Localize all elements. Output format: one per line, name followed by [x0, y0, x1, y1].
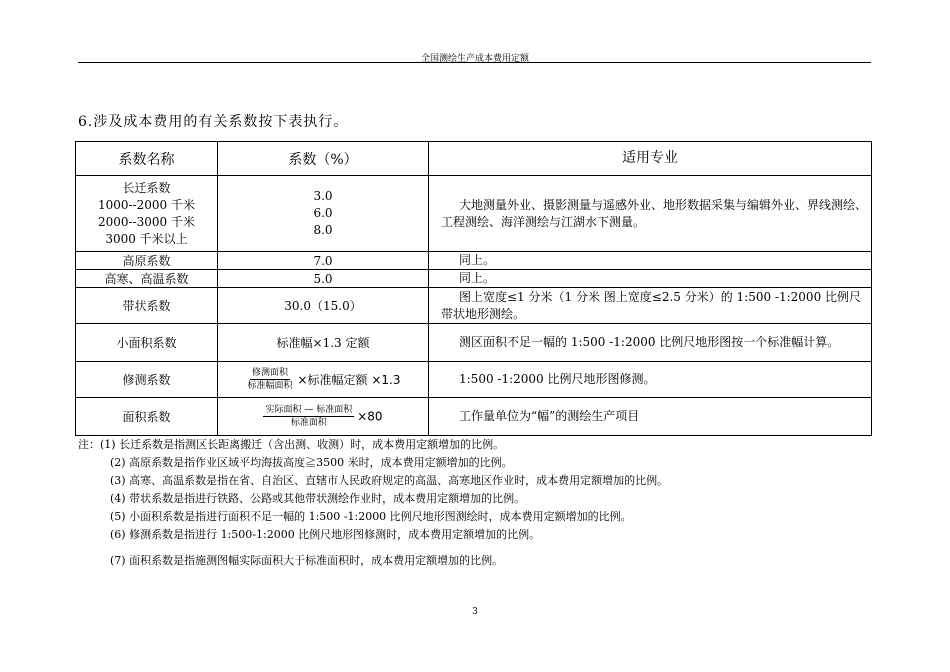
coef-formula-cell — [218, 362, 429, 398]
table-row — [76, 176, 872, 252]
coef-name-cell: 高寒、高温系数 — [76, 270, 218, 288]
table-header-row — [76, 142, 872, 176]
coefficient-table — [75, 141, 872, 436]
coef-name-cell: 带状系数 — [76, 288, 218, 324]
coef-scope-text: 大地测量外业、摄影测量与遥感外业、地形数据采集与编辑外业、界线测绘、工程测绘、海洋测绘与江湖水下测量。 — [441, 197, 868, 229]
coef-name-cell: 小面积系数 — [76, 324, 218, 362]
coef-scope-cell: 同上。 — [429, 270, 872, 288]
note-item: 注：(1) 长迁系数是指测区长距离搬迁（含出测、收测）时，成本费用定额增加的比例。 — [78, 438, 505, 451]
formula-fraction — [263, 404, 354, 429]
note-item: (5) 小面积系数是指进行面积不足一幅的 1:500 -1:2000 比例尺地形图测绘时，成本费用定额增加的比例。 — [110, 510, 632, 523]
table-row — [76, 252, 872, 270]
coef-name-line: 长迁系数 — [122, 180, 171, 195]
coef-value-cell: 5.0 — [218, 270, 429, 288]
coef-scope-text: 图上宽度≤1 分米（1 分米 图上宽度≤2.5 分米）的 1:500 -1:2000 比例尺带状地形测绘。 — [441, 289, 862, 321]
table-row — [76, 270, 872, 288]
table-row — [76, 362, 872, 398]
note-item: (2) 高原系数是指作业区域平均海拔高度≧3500 米时，成本费用定额增加的比例。 — [110, 456, 513, 469]
coef-name-cell: 高原系数 — [76, 252, 218, 270]
coef-value-line: 6.0 — [313, 206, 333, 220]
coef-value-line: 3.0 — [313, 189, 333, 203]
table-row — [76, 398, 872, 436]
coef-name-cell: 修测系数 — [76, 362, 218, 398]
header-divider — [78, 62, 871, 63]
fraction-denominator: 标准幅面积 — [247, 381, 293, 391]
fraction-numerator: 实际面积 — 标准面积 — [265, 405, 353, 415]
coef-value-cell: 30.0（15.0） — [218, 288, 429, 324]
coef-scope-cell: 工作量单位为“幅”的测绘生产项目 — [429, 398, 872, 436]
running-header: 全国测绘生产成本费用定额 — [420, 54, 529, 64]
coef-value-cell: 7.0 — [218, 252, 429, 270]
coef-name-line: 2000--3000 千米 — [97, 214, 195, 229]
formula-multiplier: ×80 — [357, 409, 383, 424]
coef-name-line: 3000 千米以上 — [105, 231, 188, 246]
coef-scope-cell: 同上。 — [429, 252, 872, 270]
header-coef-value: 系数（%） — [218, 142, 429, 176]
coef-scope-cell — [429, 288, 872, 324]
table-row — [76, 324, 872, 362]
coef-value-cell — [218, 176, 429, 252]
header-coef-name: 系数名称 — [76, 142, 218, 176]
note-item: (4) 带状系数是指进行铁路、公路或其他带状测绘作业时，成本费用定额增加的比例。 — [110, 492, 526, 505]
coef-name-cell: 面积系数 — [76, 398, 218, 436]
page-number: 3 — [472, 607, 478, 617]
table-row — [76, 288, 872, 324]
formula-multiplier: ×标准幅定额 ×1.3 — [297, 373, 401, 387]
formula-fraction — [245, 367, 294, 392]
coef-value-line: 8.0 — [313, 223, 333, 237]
note-item: (7) 面积系数是指施测图幅实际面积大于标准面积时，成本费用定额增加的比例。 — [110, 554, 504, 567]
coef-scope-cell — [429, 176, 872, 252]
header-scope: 适用专业 — [429, 142, 872, 176]
coef-name-cell — [76, 176, 218, 252]
coef-scope-cell: 测区面积不足一幅的 1:500 -1:2000 比例尺地形图按一个标准幅计算。 — [429, 324, 872, 362]
fraction-numerator: 修测面积 — [251, 368, 288, 378]
coef-scope-cell: 1:500 -1:2000 比例尺地形图修测。 — [429, 362, 872, 398]
note-item: (6) 修测系数是指进行 1:500-1:2000 比例尺地形图修测时，成本费用定额增加的比例。 — [110, 528, 541, 541]
note-item: (3) 高寒、高温系数是指在省、自治区、直辖市人民政府规定的高温、高寒地区作业时，成本费用定额增加的比例。 — [110, 474, 669, 487]
fraction-denominator: 标准面积 — [290, 418, 327, 428]
coef-formula-cell — [218, 398, 429, 436]
section-title: 6.涉及成本费用的有关系数按下表执行。 — [78, 114, 349, 130]
coef-name-line: 1000--2000 千米 — [97, 197, 195, 212]
coef-value-cell: 标准幅×1.3 定额 — [218, 324, 429, 362]
